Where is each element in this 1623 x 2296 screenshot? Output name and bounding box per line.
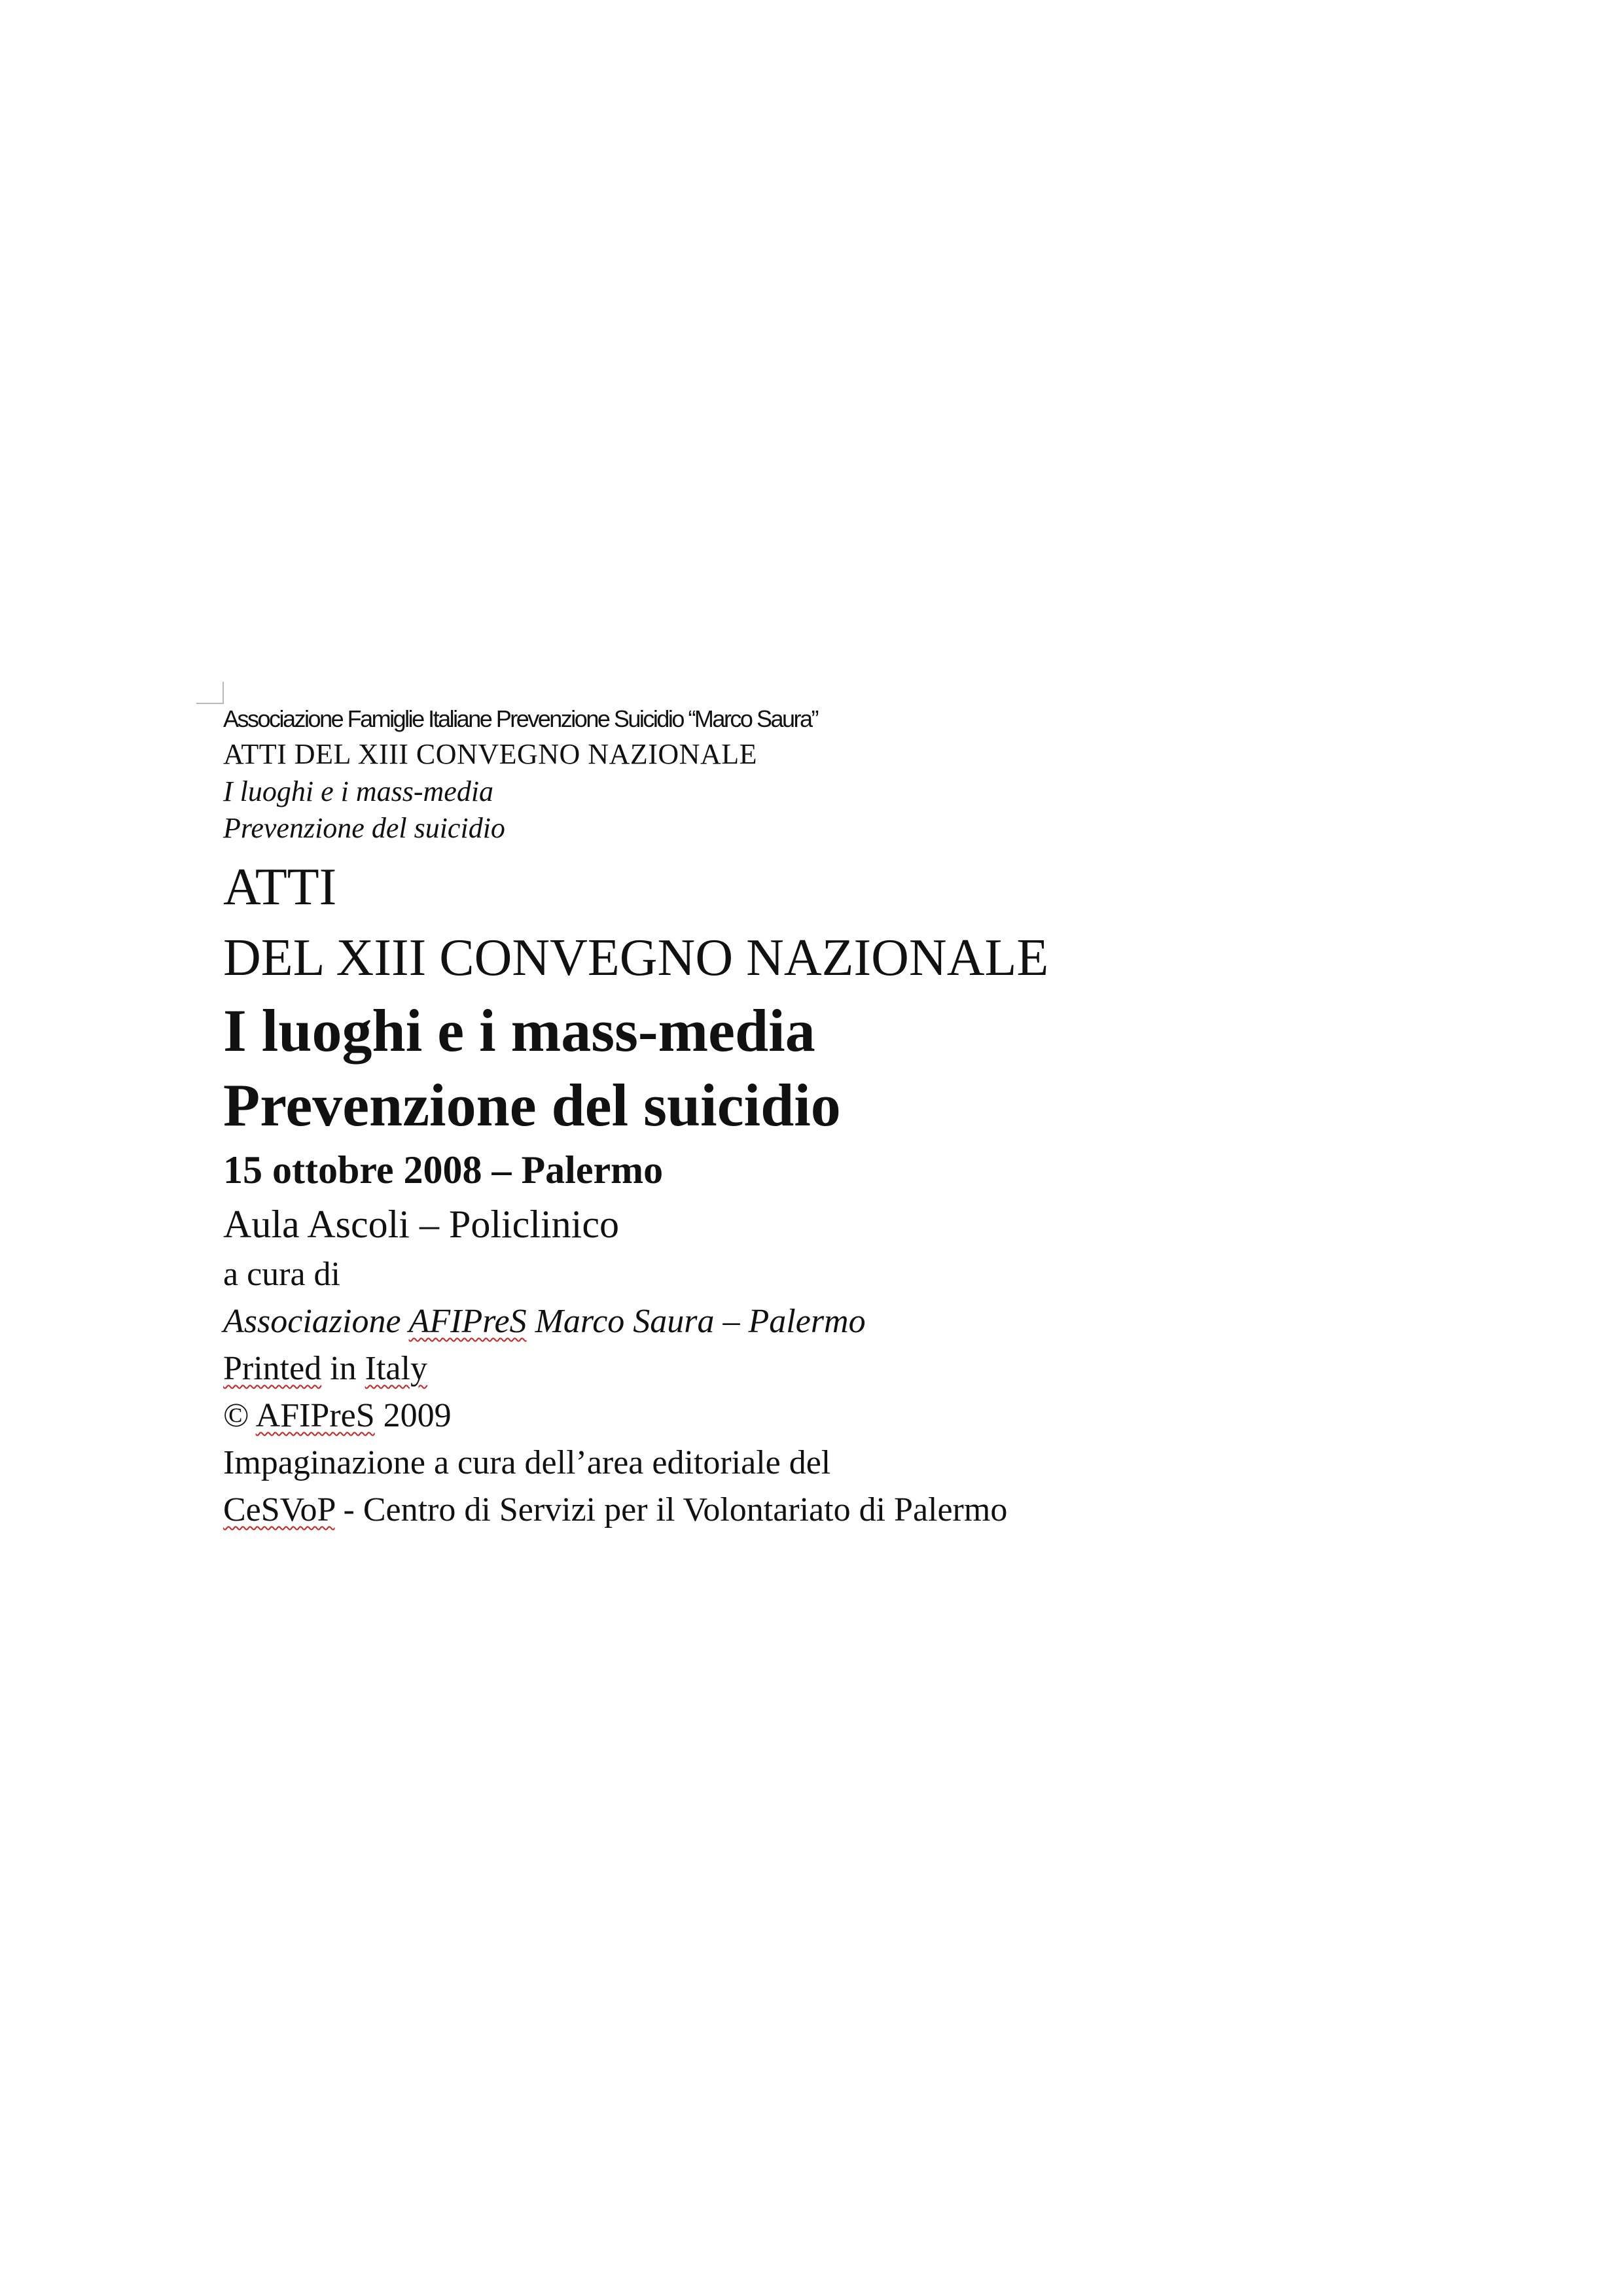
copyright-line — [223, 1392, 1532, 1439]
colophon-block — [223, 703, 1532, 1534]
title-atti: ATTI — [223, 858, 337, 916]
printed-line — [223, 1345, 1532, 1392]
header-title: ATTI DEL XIII CONVEGNO NAZIONALE — [223, 738, 757, 770]
cesvop-line — [223, 1487, 1532, 1534]
title-convegno: DEL XIII CONVEGNO NAZIONALE — [223, 929, 1049, 987]
printed-middle: in — [321, 1350, 365, 1387]
layout-credit: Impaginazione a cura dell’area editoriale del — [223, 1444, 831, 1481]
copyright-year: 2009 — [374, 1397, 452, 1434]
title-main-prevention: Prevenzione del suicidio — [223, 1072, 841, 1139]
printed-country: Italy — [365, 1350, 427, 1387]
title-main-places: I luoghi e i mass-media — [223, 997, 815, 1064]
copyright-prefix: © — [223, 1397, 256, 1434]
printed-word: Printed — [223, 1350, 322, 1387]
editor-suffix: Marco Saura – Palermo — [526, 1303, 866, 1340]
text-boundary-corner-mark — [196, 682, 224, 704]
date-place: 15 ottobre 2008 – Palermo — [223, 1148, 664, 1192]
header-subtitle-places: I luoghi e i mass-media — [223, 775, 494, 807]
header-association: Associazione Famiglie Italiane Prevenzione Suicidio “Marco Saura” — [223, 705, 818, 732]
venue: Aula Ascoli – Policlinico — [223, 1203, 619, 1246]
editor-line — [223, 1298, 1532, 1345]
edited-by-label: a cura di — [223, 1256, 341, 1293]
editor-acronym: AFIPreS — [408, 1303, 527, 1340]
editor-prefix: Associazione — [223, 1303, 409, 1340]
header-subtitle-prevention: Prevenzione del suicidio — [223, 812, 505, 844]
copyright-org: AFIPreS — [255, 1397, 375, 1434]
cesvop-suffix: - Centro di Servizi per il Volontariato di Palermo — [334, 1491, 1008, 1528]
cesvop-acronym: CeSVoP — [223, 1491, 335, 1528]
